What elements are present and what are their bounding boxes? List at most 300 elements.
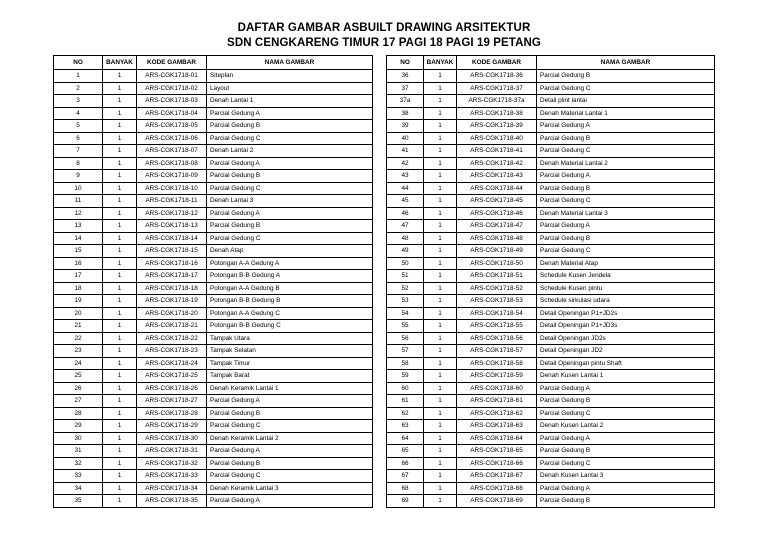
cell-kode-gambar: ARS-CGK1718-06 [137, 132, 207, 145]
cell-kode-gambar: ARS-CGK1718-12 [137, 207, 207, 220]
cell-nama-gambar: Potongan A-A Gedung A [207, 257, 373, 270]
cell-banyak: 1 [103, 232, 137, 245]
cell-banyak: 1 [424, 320, 457, 333]
cell-kode-gambar: ARS-CGK1718-49 [457, 245, 537, 258]
cell-nama-gambar: Detail plint lantai [537, 95, 715, 108]
cell-nama-gambar: Parcial Gedung C [537, 195, 715, 208]
cell-nama-gambar: Parcial Gedung B [207, 170, 373, 183]
cell-no: 31 [54, 445, 103, 458]
table-row [54, 482, 373, 495]
cell-nama-gambar: Tampak Selatan [207, 345, 373, 358]
table-row [54, 357, 373, 370]
cell-no: 1 [54, 70, 103, 83]
cell-banyak: 1 [103, 195, 137, 208]
cell-nama-gambar: Parcial Gedung A [537, 432, 715, 445]
table-row [54, 220, 373, 233]
cell-banyak: 1 [103, 282, 137, 295]
table-row [54, 432, 373, 445]
cell-banyak: 1 [424, 232, 457, 245]
drawing-list-table-right [386, 55, 715, 508]
table-row [54, 245, 373, 258]
cell-no: 60 [387, 382, 424, 395]
cell-kode-gambar: ARS-CGK1718-10 [137, 182, 207, 195]
cell-nama-gambar: Parcial Gedung B [207, 220, 373, 233]
cell-kode-gambar: ARS-CGK1718-02 [137, 82, 207, 95]
cell-no: 45 [387, 195, 424, 208]
table-row [54, 257, 373, 270]
cell-kode-gambar: ARS-CGK1718-45 [457, 195, 537, 208]
cell-kode-gambar: ARS-CGK1718-37 [457, 82, 537, 95]
cell-kode-gambar: ARS-CGK1718-63 [457, 420, 537, 433]
cell-kode-gambar: ARS-CGK1718-35 [137, 495, 207, 508]
cell-banyak: 1 [424, 345, 457, 358]
table-row [54, 370, 373, 383]
cell-no: 46 [387, 207, 424, 220]
cell-nama-gambar: Parcial Gedung C [207, 470, 373, 483]
cell-no: 62 [387, 407, 424, 420]
cell-banyak: 1 [424, 107, 457, 120]
cell-kode-gambar: ARS-CGK1718-14 [137, 232, 207, 245]
cell-nama-gambar: Potongan B-B Gedung A [207, 270, 373, 283]
cell-banyak: 1 [103, 332, 137, 345]
table-row [54, 320, 373, 333]
cell-banyak: 1 [424, 420, 457, 433]
table-row [387, 432, 715, 445]
header-nama-gambar: NAMA GAMBAR [537, 56, 715, 70]
document-subtitle: SDN CENGKARENG TIMUR 17 PAGI 18 PAGI 19 PETANG [227, 37, 541, 49]
cell-kode-gambar: ARS-CGK1718-68 [457, 482, 537, 495]
cell-kode-gambar: ARS-CGK1718-17 [137, 270, 207, 283]
table-row [387, 320, 715, 333]
cell-banyak: 1 [424, 495, 457, 508]
cell-banyak: 1 [103, 407, 137, 420]
table-row [54, 107, 373, 120]
cell-banyak: 1 [424, 407, 457, 420]
cell-no: 37 [387, 82, 424, 95]
cell-nama-gambar: Parcial Gedung B [537, 445, 715, 458]
cell-nama-gambar: Parcial Gedung B [207, 120, 373, 133]
table-row [387, 232, 715, 245]
cell-no: 34 [54, 482, 103, 495]
cell-banyak: 1 [103, 495, 137, 508]
cell-no: 26 [54, 382, 103, 395]
cell-banyak: 1 [424, 195, 457, 208]
cell-banyak: 1 [424, 270, 457, 283]
cell-banyak: 1 [424, 482, 457, 495]
document-title: DAFTAR GAMBAR ASBUILT DRAWING ARSITEKTUR [237, 22, 531, 34]
cell-kode-gambar: ARS-CGK1718-39 [457, 120, 537, 133]
cell-banyak: 1 [424, 82, 457, 95]
cell-kode-gambar: ARS-CGK1718-69 [457, 495, 537, 508]
cell-no: 36 [387, 70, 424, 83]
cell-nama-gambar: Denah Kusen Lantai 2 [537, 420, 715, 433]
cell-no: 29 [54, 420, 103, 433]
table-row [387, 382, 715, 395]
cell-no: 59 [387, 370, 424, 383]
cell-banyak: 1 [424, 70, 457, 83]
cell-banyak: 1 [424, 157, 457, 170]
cell-banyak: 1 [103, 157, 137, 170]
cell-nama-gambar: Detail Openingan JD2 [537, 345, 715, 358]
cell-kode-gambar: ARS-CGK1718-50 [457, 257, 537, 270]
cell-nama-gambar: Denah Atap [207, 245, 373, 258]
cell-nama-gambar: Schedule Kusen Jendela [537, 270, 715, 283]
cell-nama-gambar: Parcial Gedung C [207, 232, 373, 245]
cell-no: 56 [387, 332, 424, 345]
cell-kode-gambar: ARS-CGK1718-53 [457, 295, 537, 308]
cell-nama-gambar: Denah Material Lantai 1 [537, 107, 715, 120]
cell-kode-gambar: ARS-CGK1718-61 [457, 395, 537, 408]
cell-kode-gambar: ARS-CGK1718-05 [137, 120, 207, 133]
cell-no: 10 [54, 182, 103, 195]
cell-kode-gambar: ARS-CGK1718-40 [457, 132, 537, 145]
cell-banyak: 1 [103, 245, 137, 258]
cell-banyak: 1 [103, 445, 137, 458]
cell-no: 39 [387, 120, 424, 133]
cell-nama-gambar: Parcial Gedung A [537, 382, 715, 395]
table-row [387, 407, 715, 420]
cell-kode-gambar: ARS-CGK1718-26 [137, 382, 207, 395]
header-banyak: BANYAK [103, 56, 137, 70]
table-row [387, 357, 715, 370]
cell-nama-gambar: Denah Lantai 3 [207, 195, 373, 208]
cell-no: 6 [54, 132, 103, 145]
table-row [387, 295, 715, 308]
cell-banyak: 1 [424, 470, 457, 483]
table-row [54, 407, 373, 420]
cell-no: 40 [387, 132, 424, 145]
cell-kode-gambar: ARS-CGK1718-20 [137, 307, 207, 320]
cell-nama-gambar: Parcial Gedung A [207, 495, 373, 508]
table-row [54, 420, 373, 433]
cell-kode-gambar: ARS-CGK1718-29 [137, 420, 207, 433]
cell-nama-gambar: Denah Material Atap [537, 257, 715, 270]
table-row [54, 145, 373, 158]
cell-no: 12 [54, 207, 103, 220]
cell-banyak: 1 [103, 120, 137, 133]
table-row [387, 482, 715, 495]
table-header-row [54, 56, 373, 70]
table-row [387, 70, 715, 83]
table-row [54, 170, 373, 183]
table-row [54, 395, 373, 408]
cell-kode-gambar: ARS-CGK1718-21 [137, 320, 207, 333]
cell-nama-gambar: Detail Openingan P1+JD2s [537, 307, 715, 320]
cell-nama-gambar: Parcial Gedung B [537, 182, 715, 195]
cell-banyak: 1 [103, 95, 137, 108]
cell-no: 55 [387, 320, 424, 333]
cell-banyak: 1 [103, 170, 137, 183]
header-no: NO [54, 56, 103, 70]
cell-banyak: 1 [424, 257, 457, 270]
cell-nama-gambar: Tampak Timur [207, 357, 373, 370]
cell-no: 50 [387, 257, 424, 270]
cell-kode-gambar: ARS-CGK1718-07 [137, 145, 207, 158]
header-kode-gambar: KODE GAMBAR [457, 56, 537, 70]
header-banyak: BANYAK [424, 56, 457, 70]
cell-banyak: 1 [103, 420, 137, 433]
cell-kode-gambar: ARS-CGK1718-08 [137, 157, 207, 170]
cell-no: 23 [54, 345, 103, 358]
cell-nama-gambar: Tampak Barat [207, 370, 373, 383]
cell-no: 8 [54, 157, 103, 170]
table-row [387, 157, 715, 170]
cell-no: 48 [387, 232, 424, 245]
table-row [54, 232, 373, 245]
cell-no: 33 [54, 470, 103, 483]
cell-nama-gambar: Parcial Gedung A [537, 482, 715, 495]
cell-banyak: 1 [424, 445, 457, 458]
cell-banyak: 1 [103, 470, 137, 483]
cell-kode-gambar: ARS-CGK1718-54 [457, 307, 537, 320]
cell-kode-gambar: ARS-CGK1718-13 [137, 220, 207, 233]
cell-banyak: 1 [424, 245, 457, 258]
cell-no: 3 [54, 95, 103, 108]
table-row [387, 245, 715, 258]
cell-nama-gambar: Parcial Gedung C [537, 245, 715, 258]
cell-banyak: 1 [103, 345, 137, 358]
cell-banyak: 1 [103, 145, 137, 158]
cell-nama-gambar: Parcial Gedung B [537, 395, 715, 408]
cell-banyak: 1 [103, 320, 137, 333]
cell-nama-gambar: Potongan A-A Gedung C [207, 307, 373, 320]
cell-kode-gambar: ARS-CGK1718-36 [457, 70, 537, 83]
cell-no: 11 [54, 195, 103, 208]
cell-kode-gambar: ARS-CGK1718-38 [457, 107, 537, 120]
cell-no: 47 [387, 220, 424, 233]
table-row [54, 120, 373, 133]
cell-nama-gambar: Denah Keramik Lantai 1 [207, 382, 373, 395]
cell-no: 20 [54, 307, 103, 320]
cell-kode-gambar: ARS-CGK1718-41 [457, 145, 537, 158]
cell-kode-gambar: ARS-CGK1718-23 [137, 345, 207, 358]
cell-nama-gambar: Parcial Gedung C [537, 145, 715, 158]
cell-nama-gambar: Parcial Gedung B [537, 70, 715, 83]
cell-banyak: 1 [424, 457, 457, 470]
cell-banyak: 1 [103, 382, 137, 395]
cell-nama-gambar: Parcial Gedung B [207, 457, 373, 470]
table-row [387, 445, 715, 458]
cell-kode-gambar: ARS-CGK1718-42 [457, 157, 537, 170]
cell-nama-gambar: Parcial Gedung C [207, 420, 373, 433]
cell-banyak: 1 [424, 182, 457, 195]
cell-kode-gambar: ARS-CGK1718-60 [457, 382, 537, 395]
cell-no: 38 [387, 107, 424, 120]
cell-no: 52 [387, 282, 424, 295]
cell-kode-gambar: ARS-CGK1718-43 [457, 170, 537, 183]
cell-banyak: 1 [103, 395, 137, 408]
table-row [387, 370, 715, 383]
cell-no: 13 [54, 220, 103, 233]
cell-no: 49 [387, 245, 424, 258]
cell-kode-gambar: ARS-CGK1718-52 [457, 282, 537, 295]
cell-no: 65 [387, 445, 424, 458]
cell-nama-gambar: Schedule Kusen pintu [537, 282, 715, 295]
cell-nama-gambar: Detail Openingan JD2s [537, 332, 715, 345]
table-row [387, 82, 715, 95]
cell-kode-gambar: ARS-CGK1718-33 [137, 470, 207, 483]
table-row [387, 495, 715, 508]
cell-banyak: 1 [424, 282, 457, 295]
cell-kode-gambar: ARS-CGK1718-09 [137, 170, 207, 183]
cell-no: 5 [54, 120, 103, 133]
cell-no: 14 [54, 232, 103, 245]
cell-nama-gambar: Parcial Gedung B [207, 407, 373, 420]
cell-no: 68 [387, 482, 424, 495]
cell-nama-gambar: Parcial Gedung C [207, 182, 373, 195]
cell-kode-gambar: ARS-CGK1718-66 [457, 457, 537, 470]
cell-banyak: 1 [424, 432, 457, 445]
cell-kode-gambar: ARS-CGK1718-30 [137, 432, 207, 445]
cell-banyak: 1 [103, 432, 137, 445]
cell-no: 54 [387, 307, 424, 320]
cell-kode-gambar: ARS-CGK1718-16 [137, 257, 207, 270]
table-row [54, 345, 373, 358]
table-body-left [54, 70, 373, 508]
cell-no: 17 [54, 270, 103, 283]
cell-nama-gambar: Parcial Gedung A [207, 157, 373, 170]
cell-nama-gambar: Denah Lantai 1 [207, 95, 373, 108]
cell-kode-gambar: ARS-CGK1718-47 [457, 220, 537, 233]
table-row [387, 107, 715, 120]
cell-banyak: 1 [424, 220, 457, 233]
table-row [54, 332, 373, 345]
cell-banyak: 1 [103, 270, 137, 283]
cell-nama-gambar: Parcial Gedung C [537, 407, 715, 420]
cell-banyak: 1 [424, 145, 457, 158]
cell-kode-gambar: ARS-CGK1718-37a [457, 95, 537, 108]
cell-kode-gambar: ARS-CGK1718-34 [137, 482, 207, 495]
cell-kode-gambar: ARS-CGK1718-57 [457, 345, 537, 358]
cell-banyak: 1 [424, 207, 457, 220]
table-row [54, 132, 373, 145]
cell-nama-gambar: Parcial Gedung A [537, 220, 715, 233]
drawing-list-table-left [53, 55, 373, 508]
table-row [54, 295, 373, 308]
cell-banyak: 1 [103, 70, 137, 83]
cell-no: 66 [387, 457, 424, 470]
cell-no: 19 [54, 295, 103, 308]
cell-kode-gambar: ARS-CGK1718-19 [137, 295, 207, 308]
cell-banyak: 1 [103, 82, 137, 95]
table-row [387, 182, 715, 195]
cell-no: 44 [387, 182, 424, 195]
cell-banyak: 1 [103, 257, 137, 270]
cell-kode-gambar: ARS-CGK1718-64 [457, 432, 537, 445]
table-row [387, 120, 715, 133]
cell-banyak: 1 [424, 357, 457, 370]
cell-no: 22 [54, 332, 103, 345]
cell-kode-gambar: ARS-CGK1718-44 [457, 182, 537, 195]
cell-kode-gambar: ARS-CGK1718-58 [457, 357, 537, 370]
cell-no: 69 [387, 495, 424, 508]
cell-banyak: 1 [103, 457, 137, 470]
cell-kode-gambar: ARS-CGK1718-62 [457, 407, 537, 420]
cell-no: 21 [54, 320, 103, 333]
cell-kode-gambar: ARS-CGK1718-03 [137, 95, 207, 108]
cell-nama-gambar: Parcial Gedung B [537, 132, 715, 145]
table-row [54, 207, 373, 220]
cell-no: 53 [387, 295, 424, 308]
table-row [387, 145, 715, 158]
cell-kode-gambar: ARS-CGK1718-18 [137, 282, 207, 295]
cell-no: 27 [54, 395, 103, 408]
cell-banyak: 1 [424, 95, 457, 108]
cell-banyak: 1 [103, 370, 137, 383]
cell-kode-gambar: ARS-CGK1718-56 [457, 332, 537, 345]
cell-kode-gambar: ARS-CGK1718-32 [137, 457, 207, 470]
cell-nama-gambar: Parcial Gedung C [207, 132, 373, 145]
table-row [54, 157, 373, 170]
cell-banyak: 1 [103, 207, 137, 220]
cell-banyak: 1 [103, 132, 137, 145]
cell-no: 7 [54, 145, 103, 158]
cell-nama-gambar: Denah Material Lantai 2 [537, 157, 715, 170]
cell-no: 25 [54, 370, 103, 383]
table-row [387, 132, 715, 145]
cell-nama-gambar: Siteplan [207, 70, 373, 83]
cell-banyak: 1 [103, 220, 137, 233]
cell-kode-gambar: ARS-CGK1718-31 [137, 445, 207, 458]
cell-kode-gambar: ARS-CGK1718-55 [457, 320, 537, 333]
cell-no: 32 [54, 457, 103, 470]
cell-kode-gambar: ARS-CGK1718-67 [457, 470, 537, 483]
cell-banyak: 1 [424, 370, 457, 383]
cell-no: 63 [387, 420, 424, 433]
table-row [387, 395, 715, 408]
cell-nama-gambar: Tampak Utara [207, 332, 373, 345]
cell-nama-gambar: Parcial Gedung A [207, 107, 373, 120]
header-nama-gambar: NAMA GAMBAR [207, 56, 373, 70]
table-row [54, 445, 373, 458]
cell-banyak: 1 [103, 307, 137, 320]
cell-nama-gambar: Parcial Gedung B [537, 232, 715, 245]
cell-banyak: 1 [424, 382, 457, 395]
cell-nama-gambar: Denah Keramik Lantai 3 [207, 482, 373, 495]
table-row [54, 195, 373, 208]
cell-kode-gambar: ARS-CGK1718-46 [457, 207, 537, 220]
table-row [54, 95, 373, 108]
cell-banyak: 1 [424, 395, 457, 408]
cell-no: 64 [387, 432, 424, 445]
cell-banyak: 1 [103, 182, 137, 195]
cell-nama-gambar: Detail Openingan P1+JD3s [537, 320, 715, 333]
table-row [387, 207, 715, 220]
cell-nama-gambar: Parcial Gedung A [537, 170, 715, 183]
table-row [54, 282, 373, 295]
cell-kode-gambar: ARS-CGK1718-22 [137, 332, 207, 345]
table-row [54, 307, 373, 320]
cell-nama-gambar: Denah Keramik Lantai 2 [207, 432, 373, 445]
table-row [54, 270, 373, 283]
cell-nama-gambar: Parcial Gedung B [537, 495, 715, 508]
cell-kode-gambar: ARS-CGK1718-51 [457, 270, 537, 283]
cell-nama-gambar: Parcial Gedung A [537, 120, 715, 133]
table-row [387, 170, 715, 183]
cell-banyak: 1 [424, 307, 457, 320]
cell-kode-gambar: ARS-CGK1718-15 [137, 245, 207, 258]
cell-nama-gambar: Schedule sirkulasi udara [537, 295, 715, 308]
cell-no: 2 [54, 82, 103, 95]
cell-nama-gambar: Denah Kusen Lantai 3 [537, 470, 715, 483]
table-row [387, 270, 715, 283]
cell-no: 30 [54, 432, 103, 445]
header-no: NO [387, 56, 424, 70]
table-row [54, 470, 373, 483]
table-header-row [387, 56, 715, 70]
table-row [387, 195, 715, 208]
cell-kode-gambar: ARS-CGK1718-24 [137, 357, 207, 370]
